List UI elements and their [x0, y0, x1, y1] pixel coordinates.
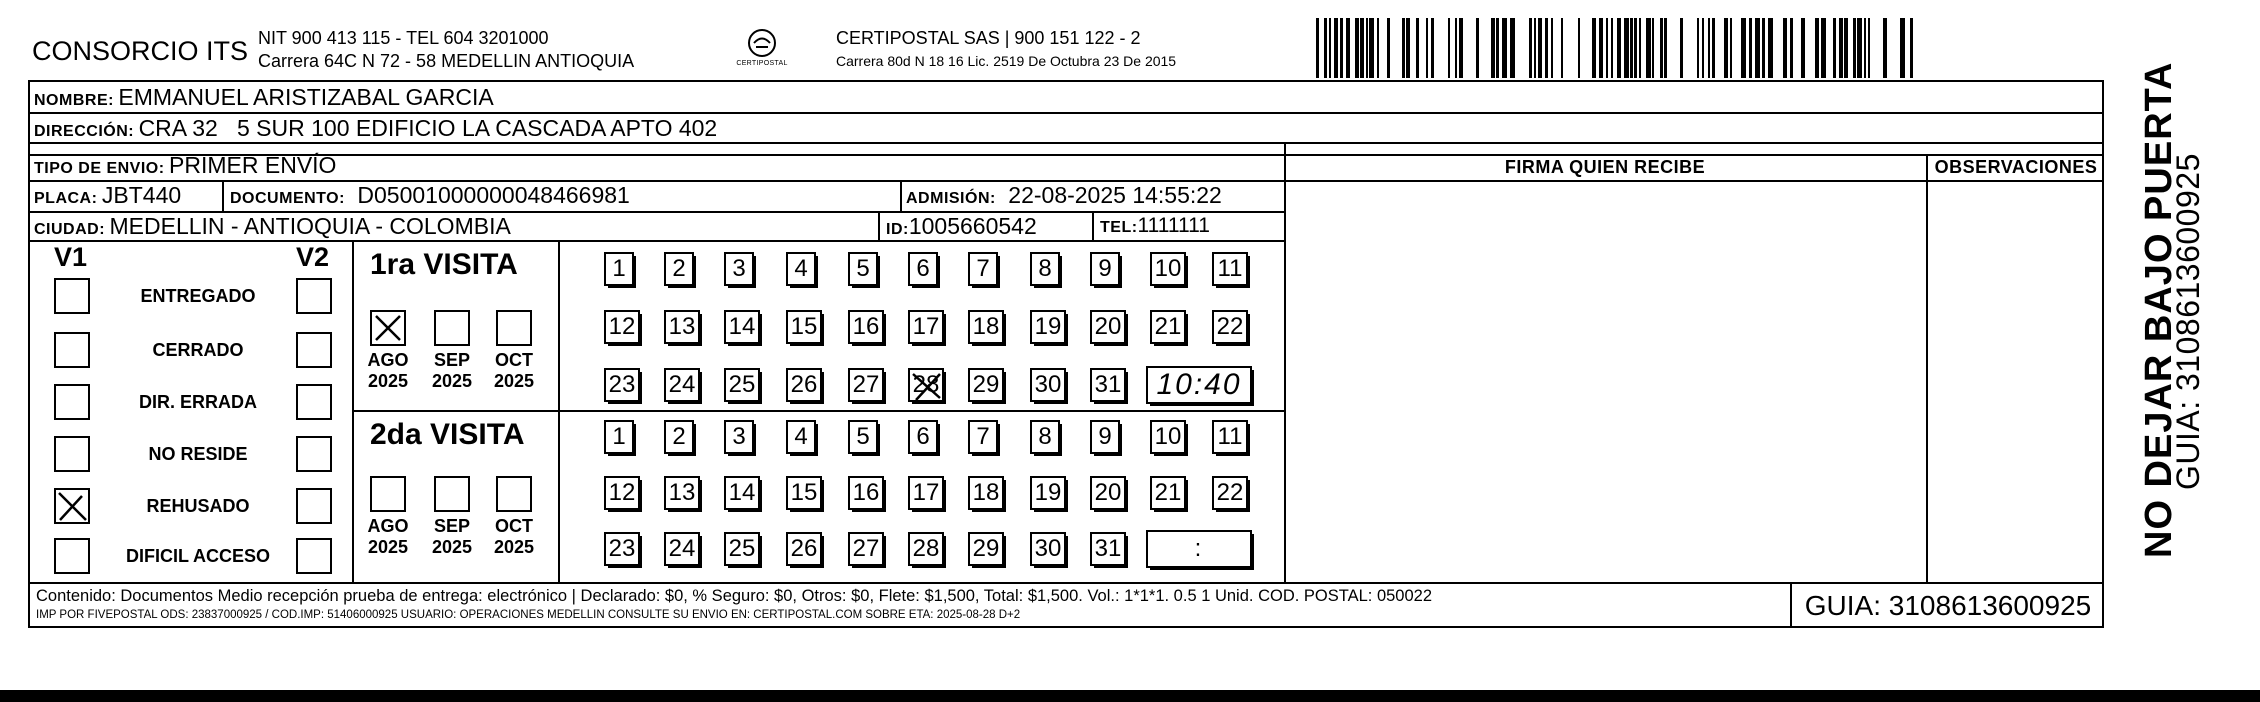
visit1-day-box[interactable]	[664, 310, 700, 344]
v2-checkbox[interactable]	[296, 538, 332, 574]
day-number: 23	[608, 535, 636, 562]
day-number: 21	[1154, 479, 1182, 506]
visit1-day-box[interactable]	[786, 368, 822, 402]
visit2-day-box[interactable]	[1090, 476, 1126, 510]
day-number: 28	[912, 535, 940, 562]
tipo-envio-value: PRIMER ENVÍO	[169, 152, 337, 178]
footer-guia: GUIA: 3108613600925	[1804, 590, 2092, 621]
day-number: 6	[916, 255, 930, 282]
month-year: 2025	[367, 371, 409, 391]
visit1-day-box[interactable]	[848, 252, 878, 286]
visit2-day-box[interactable]	[1212, 476, 1248, 510]
time-value: 10:40	[1156, 368, 1242, 401]
time-value: :	[1194, 535, 1204, 562]
day-number: 15	[790, 479, 818, 506]
visit2-day-box[interactable]	[1030, 476, 1066, 510]
footer-contents: Contenido: Documentos Medio recepción prueba de entrega: electrónico | Declarado: $0, % Seguro: $0, Otros: $0, Flete: $1,500, Total: $1,500. Vol.: 1*1*1. 0.5 1 Unid. COD. POSTAL: 050022	[36, 587, 1433, 605]
day-number: 11	[1217, 423, 1243, 450]
visit2-day-box[interactable]	[968, 420, 998, 454]
visit2-day-box[interactable]	[908, 420, 938, 454]
placa-row	[34, 182, 181, 209]
day-number: 30	[1034, 371, 1062, 398]
visit2-day-box[interactable]	[968, 476, 1004, 510]
visit2-day-box[interactable]	[1030, 420, 1060, 454]
visit2-day-box[interactable]	[1030, 532, 1066, 566]
visit1-day-box[interactable]	[604, 368, 640, 402]
visit1-day-box[interactable]	[968, 310, 1004, 344]
day-number: 30	[1034, 535, 1062, 562]
visit2-day-box[interactable]	[908, 532, 944, 566]
day-number: 12	[608, 313, 636, 340]
certipostal-logo	[730, 26, 794, 74]
visit2-day-box[interactable]	[1090, 532, 1126, 566]
month-year: 2025	[431, 371, 473, 391]
visit1-day-box[interactable]	[604, 252, 634, 286]
visit2-day-box[interactable]	[848, 476, 884, 510]
status-label: CERRADO	[152, 340, 244, 360]
v1-checkbox[interactable]	[54, 384, 90, 420]
visit2-month-label	[363, 516, 413, 558]
day-number: 18	[972, 313, 1000, 340]
placa-label: PLACA:	[34, 190, 98, 207]
status-label: DIR. ERRADA	[138, 392, 257, 412]
visit1-month-label	[427, 350, 477, 392]
visit2-day-box[interactable]	[604, 532, 640, 566]
day-number: 7	[976, 423, 990, 450]
status-label: REHUSADO	[146, 496, 250, 516]
day-number: 10	[1154, 255, 1182, 282]
side-warning: NO DEJAR BAJO PUERTA	[2138, 61, 2180, 558]
visit1-day-box[interactable]	[1090, 368, 1126, 402]
carrier-address: Carrera 80d N 18 16 Lic. 2519 De Octubra 23 De 2015	[836, 53, 1177, 69]
month-name: SEP	[433, 350, 471, 370]
visit2-month-checkbox[interactable]	[496, 476, 532, 512]
admision-label: ADMISIÓN:	[906, 190, 996, 207]
admision-row	[906, 182, 1222, 209]
day-number: 25	[728, 371, 756, 398]
id-label: ID:	[886, 221, 909, 238]
visit1-day-box[interactable]	[1150, 252, 1186, 286]
day-number: 12	[608, 479, 636, 506]
day-number: 28	[912, 371, 940, 398]
visit1-day-box[interactable]	[968, 252, 998, 286]
observaciones-header: OBSERVACIONES	[1934, 157, 2098, 177]
visit1-month-label	[489, 350, 539, 392]
visit2-day-box[interactable]	[664, 476, 700, 510]
month-name: OCT	[495, 350, 533, 370]
visit2-month-label	[427, 516, 477, 558]
v1-checkbox[interactable]	[54, 436, 90, 472]
day-number: 4	[794, 255, 808, 282]
day-number: 13	[668, 479, 696, 506]
ciudad-value: MEDELLIN - ANTIOQUIA - COLOMBIA	[109, 213, 511, 239]
day-number: 10	[1154, 423, 1182, 450]
visit1-month-label	[363, 350, 413, 392]
day-number: 16	[852, 479, 880, 506]
visit1-month-checkbox[interactable]	[434, 310, 470, 346]
visit1-month-checkbox[interactable]	[370, 310, 406, 346]
day-number: 14	[728, 479, 756, 506]
visit1-day-box[interactable]	[1030, 368, 1066, 402]
visit1-day-box[interactable]	[786, 310, 822, 344]
visit2-day-box[interactable]	[1090, 420, 1120, 454]
month-year: 2025	[493, 537, 535, 557]
visit1-day-box[interactable]	[724, 310, 760, 344]
day-number: 27	[852, 535, 880, 562]
visit2-title: 2da VISITA	[370, 418, 525, 451]
day-number: 5	[856, 423, 870, 450]
visit2-day-box[interactable]	[664, 532, 700, 566]
visit2-day-box[interactable]	[724, 420, 754, 454]
status-label: NO RESIDE	[148, 444, 248, 464]
visit2-day-box[interactable]	[968, 532, 1004, 566]
direccion-row	[34, 115, 717, 142]
direccion-value: CRA 32 5 SUR 100 EDIFICIO LA CASCADA APTO 402	[138, 115, 718, 141]
day-number: 6	[916, 423, 930, 450]
documento-label: DOCUMENTO:	[230, 190, 345, 207]
v1-checkbox[interactable]	[54, 488, 90, 524]
visit1-day-box[interactable]	[1030, 252, 1060, 286]
day-number: 31	[1094, 535, 1122, 562]
nombre-value: EMMANUEL ARISTIZABAL GARCIA	[118, 84, 494, 110]
documento-value: D05001000000048466981	[357, 182, 630, 208]
visit2-day-box[interactable]	[786, 532, 822, 566]
visit2-day-box[interactable]	[786, 476, 822, 510]
tel-value: 1111111	[1137, 214, 1210, 237]
id-value: 1005660542	[908, 213, 1037, 239]
signature-area[interactable]	[1286, 182, 1926, 582]
day-number: 24	[668, 535, 696, 562]
day-number: 23	[608, 371, 636, 398]
admision-value: 22-08-2025 14:55:22	[1008, 182, 1222, 208]
day-number: 17	[912, 313, 940, 340]
visit2-month-checkbox[interactable]	[434, 476, 470, 512]
visit1-day-box[interactable]	[786, 252, 816, 286]
ciudad-label: CIUDAD:	[34, 221, 106, 238]
visit1-month-checkbox[interactable]	[496, 310, 532, 346]
day-number: 2	[672, 255, 686, 282]
day-number: 20	[1094, 479, 1122, 506]
day-number: 29	[972, 371, 1000, 398]
barcode	[1316, 18, 1914, 78]
day-number: 9	[1098, 255, 1112, 282]
visit1-day-box[interactable]	[1090, 252, 1120, 286]
day-number: 14	[728, 313, 756, 340]
visit1-time-box[interactable]	[1146, 366, 1252, 404]
company-name: CONSORCIO ITS	[32, 36, 249, 66]
day-number: 3	[732, 255, 746, 282]
tipo-envio-row	[34, 152, 336, 179]
firma-header: FIRMA QUIEN RECIBE	[1504, 157, 1706, 177]
visit2-day-box[interactable]	[848, 420, 878, 454]
day-number: 7	[976, 255, 990, 282]
status-label: ENTREGADO	[140, 286, 256, 306]
day-number: 20	[1094, 313, 1122, 340]
carrier-info: CERTIPOSTAL SAS | 900 151 122 - 2	[836, 28, 1141, 48]
day-number: 22	[1216, 313, 1244, 340]
visit1-day-box[interactable]	[1030, 310, 1066, 344]
day-number: 3	[732, 423, 746, 450]
visit1-day-box[interactable]	[1090, 310, 1126, 344]
day-number: 19	[1034, 313, 1062, 340]
visit1-day-box[interactable]	[1212, 252, 1248, 286]
company-address: Carrera 64C N 72 - 58 MEDELLIN ANTIOQUIA	[258, 51, 635, 71]
direccion-label: DIRECCIÓN:	[34, 123, 135, 140]
nombre-label: NOMBRE:	[34, 92, 114, 109]
day-number: 29	[972, 535, 1000, 562]
tel-label: TEL:	[1100, 219, 1138, 236]
visit2-day-box[interactable]	[604, 420, 634, 454]
visit1-title: 1ra VISITA	[370, 248, 518, 281]
observations-area[interactable]	[1928, 182, 2102, 582]
v2-checkbox[interactable]	[296, 278, 332, 314]
id-row	[886, 213, 1037, 240]
visit2-day-box[interactable]	[908, 476, 944, 510]
day-number: 13	[668, 313, 696, 340]
logo-caption: CERTIPOSTAL	[736, 60, 788, 67]
day-number: 8	[1038, 423, 1052, 450]
visit2-day-box[interactable]	[848, 532, 884, 566]
visit1-day-box[interactable]	[724, 368, 760, 402]
visit1-day-box[interactable]	[1212, 310, 1248, 344]
day-number: 5	[856, 255, 870, 282]
visit1-day-box[interactable]	[968, 368, 1004, 402]
v2-label: V2	[296, 242, 330, 272]
visit2-day-box[interactable]	[786, 420, 816, 454]
day-number: 4	[794, 423, 808, 450]
visit1-day-box[interactable]	[908, 310, 944, 344]
visit1-day-box[interactable]	[848, 368, 884, 402]
visit1-day-box[interactable]	[664, 252, 694, 286]
day-number: 24	[668, 371, 696, 398]
day-number: 21	[1154, 313, 1182, 340]
v1-checkbox[interactable]	[54, 538, 90, 574]
day-number: 18	[972, 479, 1000, 506]
v2-checkbox[interactable]	[296, 332, 332, 368]
v2-checkbox[interactable]	[296, 436, 332, 472]
day-number: 16	[852, 313, 880, 340]
tel-row	[1100, 214, 1210, 238]
month-year: 2025	[431, 537, 473, 557]
day-number: 9	[1098, 423, 1112, 450]
day-number: 26	[790, 371, 818, 398]
visit2-day-box[interactable]	[604, 476, 640, 510]
day-number: 8	[1038, 255, 1052, 282]
day-number: 15	[790, 313, 818, 340]
month-name: AGO	[367, 350, 409, 370]
visit1-day-box[interactable]	[848, 310, 884, 344]
visit1-day-box[interactable]	[724, 252, 754, 286]
visit1-day-box[interactable]	[908, 368, 944, 402]
day-number: 26	[790, 535, 818, 562]
visit2-day-box[interactable]	[1150, 420, 1186, 454]
ciudad-row	[34, 213, 511, 240]
day-number: 1	[612, 423, 626, 450]
visit2-day-box[interactable]	[1150, 476, 1186, 510]
footer-imp: IMP POR FIVEPOSTAL ODS: 23837000925 / COD.IMP: 51406000925 USUARIO: OPERACIONES MEDELLIN CONSULTE SU ENVIO EN: CERTIPOSTAL.COM SOBRE ETA: 2025-08-28 D+2	[36, 609, 1021, 621]
month-name: SEP	[433, 516, 471, 536]
v1-label: V1	[54, 242, 88, 272]
documento-row	[230, 182, 630, 209]
side-guia: GUIA: 3108613600925	[2170, 153, 2206, 490]
visit2-day-box[interactable]	[1212, 420, 1248, 454]
day-number: 17	[912, 479, 940, 506]
visit1-day-box[interactable]	[1150, 310, 1186, 344]
bottom-edge	[0, 690, 2260, 702]
visit2-month-label	[489, 516, 539, 558]
visit2-month-checkbox[interactable]	[370, 476, 406, 512]
tipo-envio-label: TIPO DE ENVIO:	[34, 160, 165, 177]
day-number: 1	[612, 255, 626, 282]
v1-checkbox[interactable]	[54, 332, 90, 368]
v2-checkbox[interactable]	[296, 488, 332, 524]
month-year: 2025	[493, 371, 535, 391]
visit1-day-box[interactable]	[664, 368, 700, 402]
day-number: 22	[1216, 479, 1244, 506]
nombre-row	[34, 84, 494, 111]
day-number: 19	[1034, 479, 1062, 506]
visit1-day-box[interactable]	[604, 310, 640, 344]
day-number: 27	[852, 371, 880, 398]
day-number: 31	[1094, 371, 1122, 398]
day-number: 2	[672, 423, 686, 450]
day-number: 11	[1217, 255, 1243, 282]
month-name: OCT	[495, 516, 533, 536]
month-year: 2025	[367, 537, 409, 557]
visit2-day-box[interactable]	[664, 420, 694, 454]
month-name: AGO	[367, 516, 409, 536]
v2-checkbox[interactable]	[296, 384, 332, 420]
status-label: DIFICIL ACCESO	[125, 546, 270, 566]
day-number: 25	[728, 535, 756, 562]
visit2-day-box[interactable]	[724, 532, 760, 566]
placa-value: JBT440	[101, 182, 182, 208]
company-nit: NIT 900 413 115 - TEL 604 3201000	[258, 28, 549, 48]
day-cross-mark	[910, 370, 944, 410]
v1-checkbox[interactable]	[54, 278, 90, 314]
visit2-day-box[interactable]	[724, 476, 760, 510]
visit2-time-box[interactable]	[1146, 530, 1252, 568]
visit1-day-box[interactable]	[908, 252, 938, 286]
